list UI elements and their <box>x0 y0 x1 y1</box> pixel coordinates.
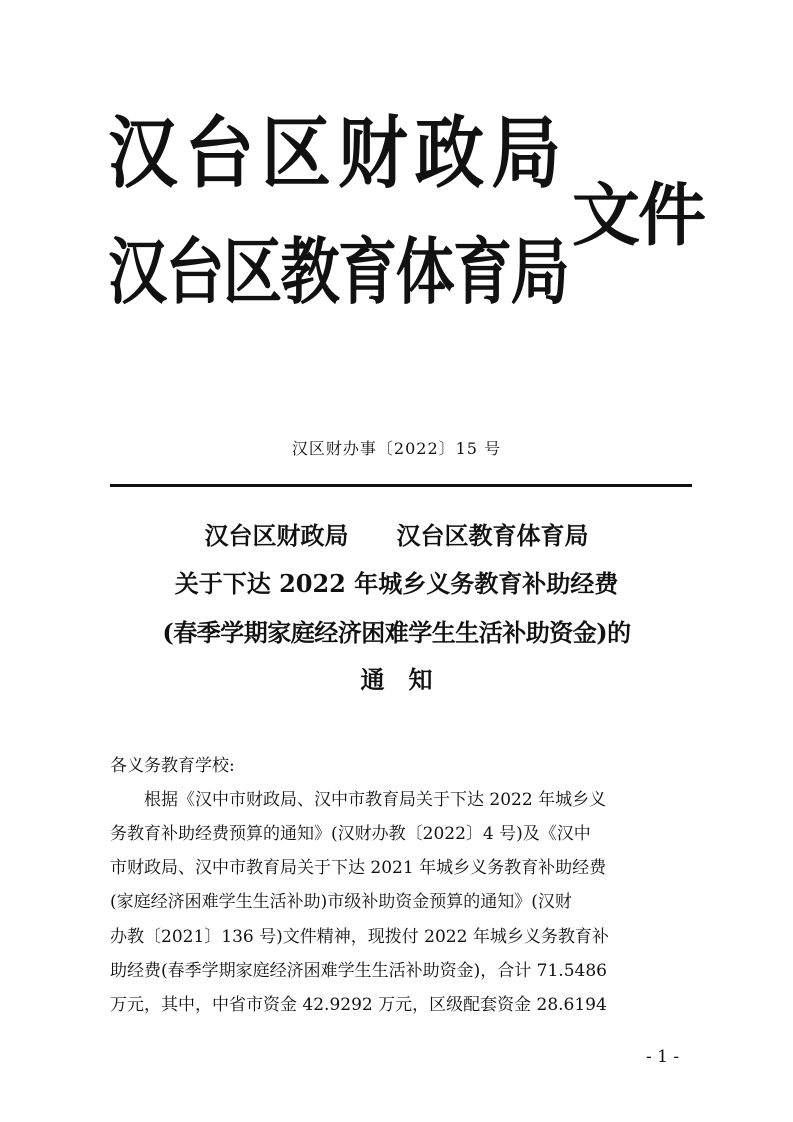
paragraph-line: 助经费(春季学期家庭经济困难学生生活补助资金)，合计 71.5486 <box>110 961 607 981</box>
paragraph-line: 万元，其中，中省市资金 42.9292 万元，区级配套资金 28.6194 <box>110 995 607 1015</box>
paragraph-line: 务教育补助经费预算的通知》(汉财办教〔2022〕4 号)及《汉中 <box>110 824 591 844</box>
page-number: - 1 - <box>646 1047 680 1067</box>
paragraph-line: 市财政局、汉中市教育局关于下达 2021 年城乡义务教育补助经费 <box>110 858 607 878</box>
title-line-3: (春季学期家庭经济困难学生生活补助资金)的 <box>162 618 631 647</box>
title-line-2: 关于下达 2022 年城乡义务教育补助经费 <box>174 569 619 598</box>
title-line-1: 汉台区财政局 汉台区教育体育局 <box>204 521 589 550</box>
paragraph-line: (家庭经济困难学生生活补助)市级补助资金预算的通知》(汉财 <box>110 892 572 912</box>
issuing-org-education: 汉台区教育体育局 <box>108 229 569 314</box>
title-line-4: 通 知 <box>360 665 433 694</box>
issuing-org-finance: 汉台区财政局 <box>108 108 569 199</box>
paragraph-line: 办教〔2021〕136 号)文件精神，现拨付 2022 年城乡义务教育补 <box>110 927 609 947</box>
document-type-label: 文件 <box>572 176 705 256</box>
header-divider <box>110 484 692 487</box>
paragraph-line: 根据《汉中市财政局、汉中市教育局关于下达 2022 年城乡义 <box>110 790 607 810</box>
document-number: 汉区财办事〔2022〕15 号 <box>291 439 502 458</box>
salutation: 各义务教育学校: <box>110 756 235 776</box>
